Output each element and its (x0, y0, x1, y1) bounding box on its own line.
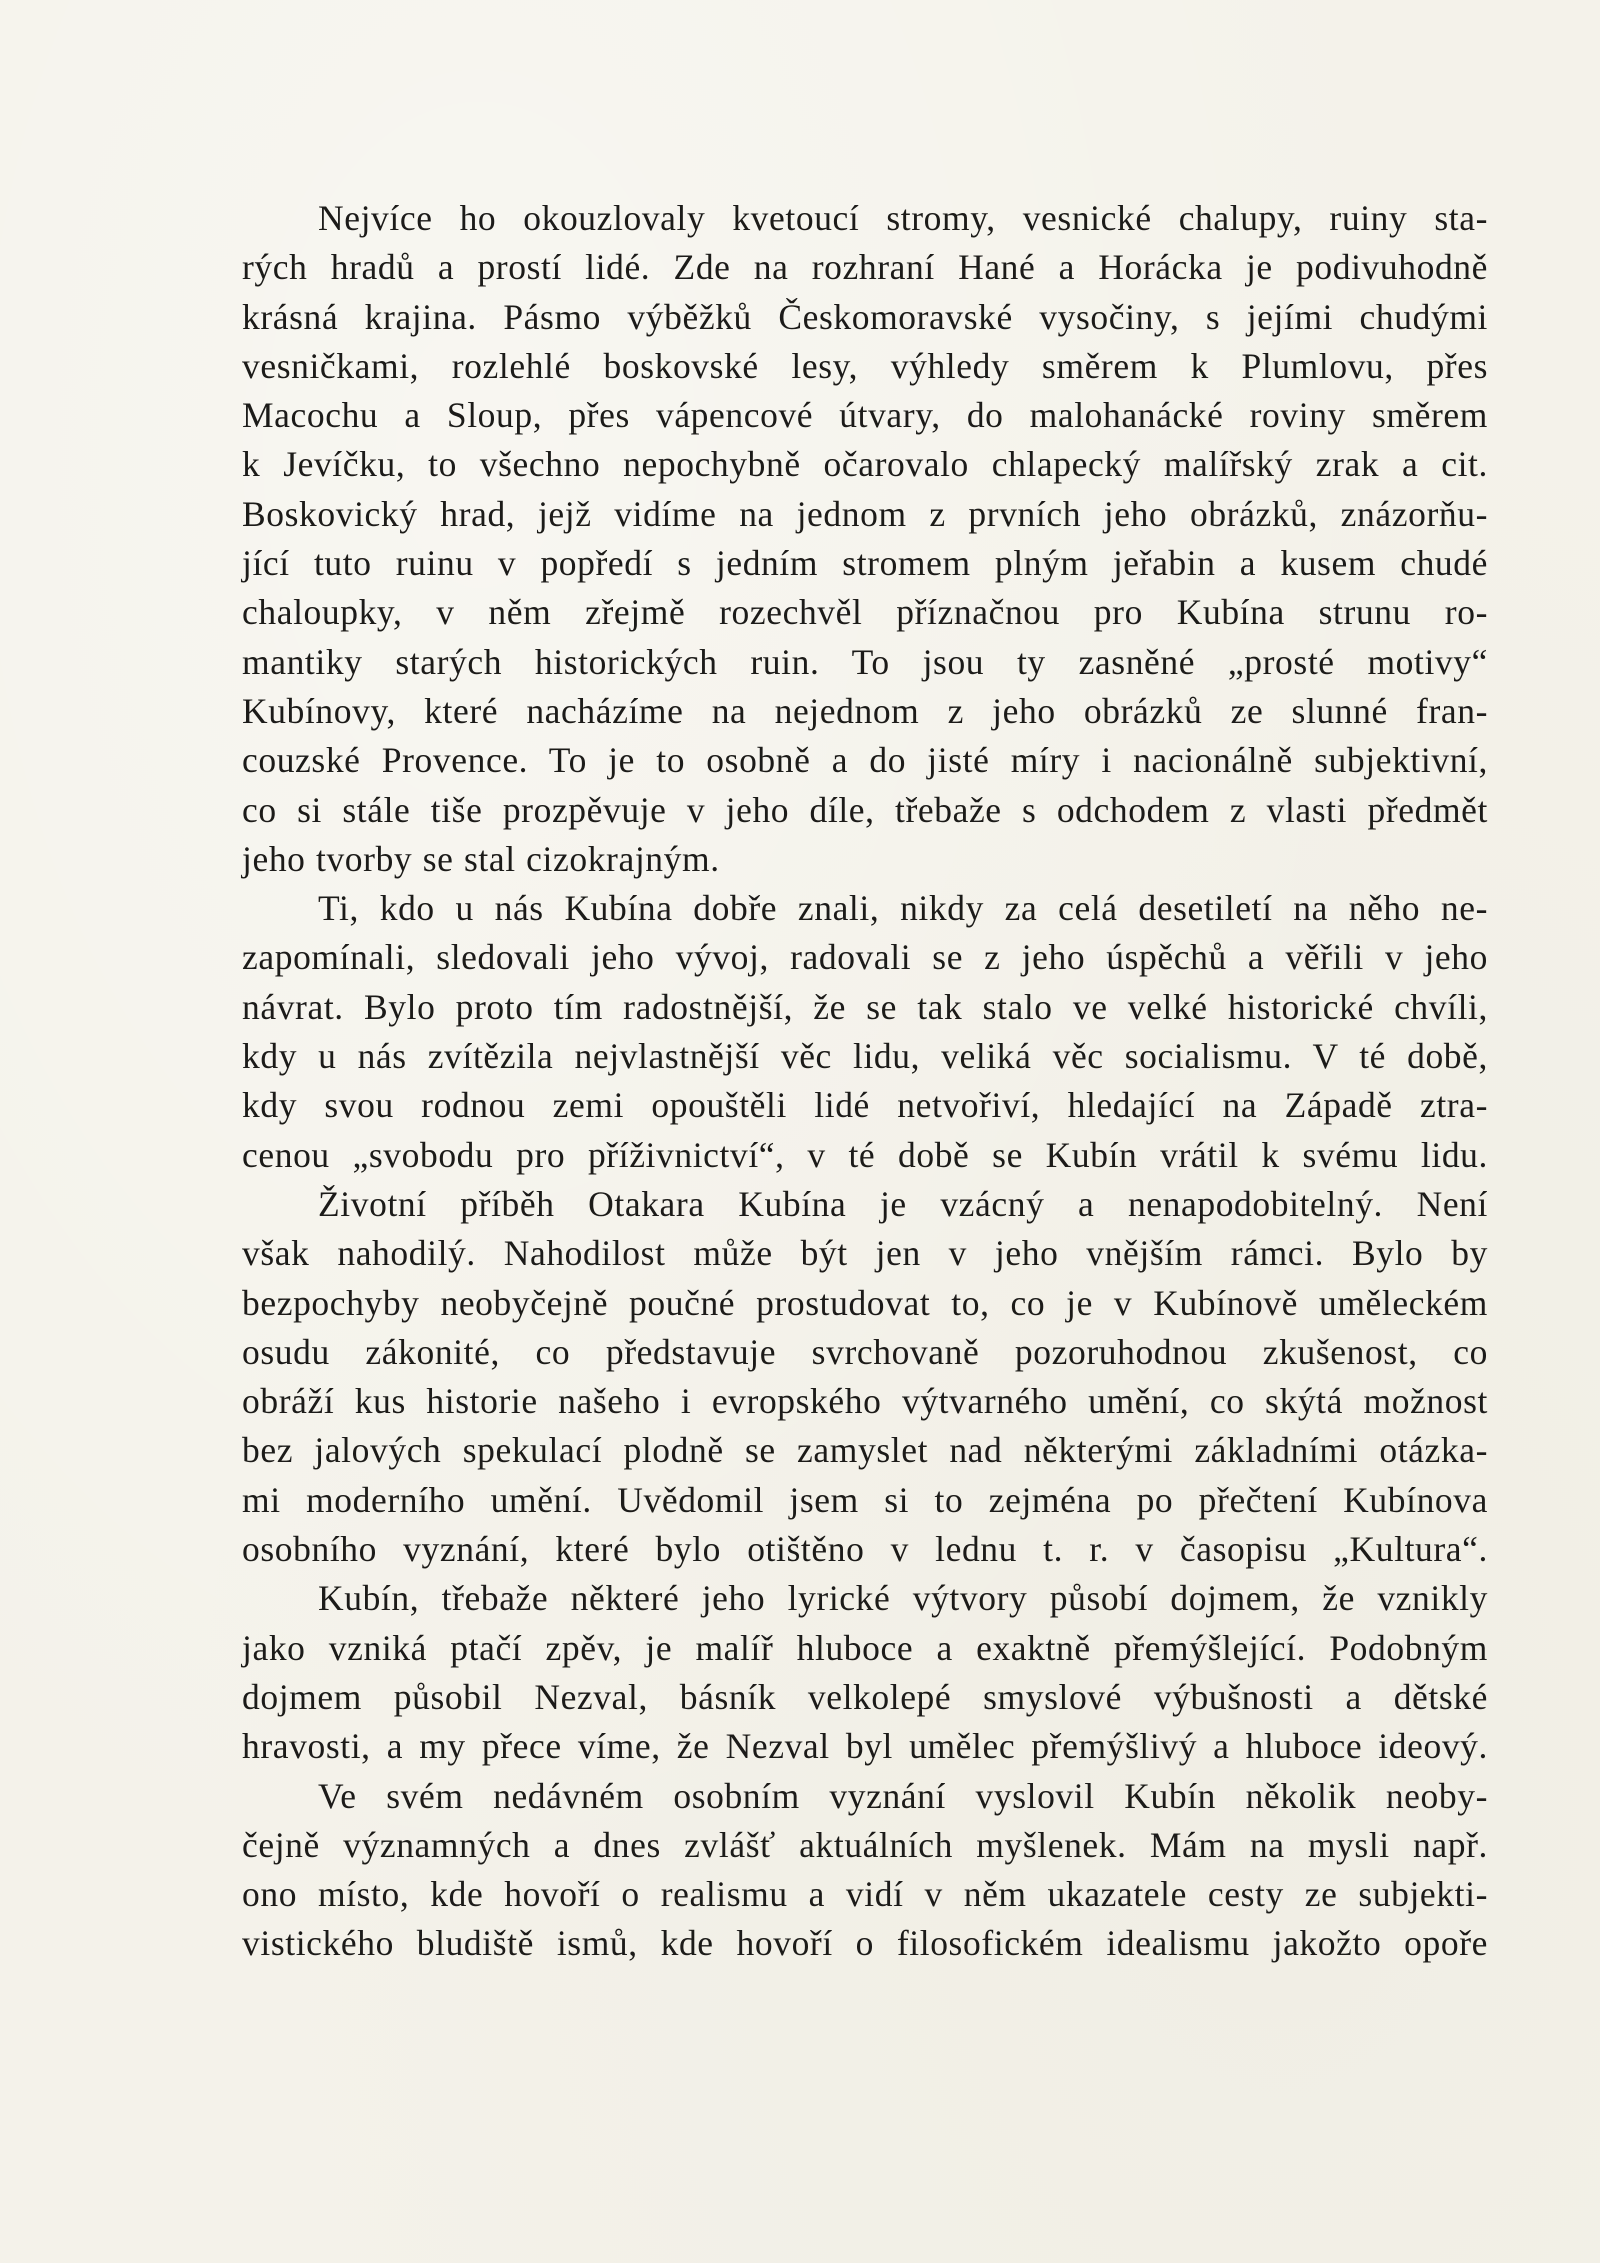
text-line: rých hradů a prostí lidé. Zde na rozhraní Hané a Horácka je podivuhodně (242, 247, 1488, 288)
text-line: osobního vyznání, které bylo otištěno v lednu t. r. v časopisu „Kultura“. (242, 1529, 1488, 1570)
text-line: návrat. Bylo proto tím radostnější, že se tak stalo ve velké historické chvíli, (242, 986, 1488, 1027)
text-line: krásná krajina. Pásmo výběžků Českomoravské vysočiny, s jejími chudými (242, 296, 1488, 337)
text-line: kdy u nás zvítězila nejvlastnější věc lidu, veliká věc socialismu. V té době, (242, 1036, 1488, 1077)
text-line: vesničkami, rozlehlé boskovské lesy, výhledy směrem k Plumlovu, přes (242, 345, 1488, 386)
paragraph-1 (242, 194, 1488, 884)
text-line: k Jevíčku, to všechno nepochybně očarovalo chlapecký malířský zrak a cit. (242, 444, 1488, 485)
body-text (242, 194, 1488, 1969)
text-line: Kubín, třebaže některé jeho lyrické výtvory působí dojmem, že vznikly (318, 1578, 1488, 1619)
text-line: Životní příběh Otakara Kubína je vzácný a nenapodobitelný. Není (318, 1183, 1488, 1224)
paragraph-5 (242, 1772, 1488, 1969)
text-line: Ti, kdo u nás Kubína dobře znali, nikdy za celá desetiletí na něho ne- (318, 888, 1488, 929)
text-line: zapomínali, sledovali jeho vývoj, radovali se z jeho úspěchů a věřili v jeho (242, 937, 1488, 978)
text-line: osudu zákonité, co představuje svrchovaně pozoruhodnou zkušenost, co (242, 1331, 1488, 1372)
text-line: čejně významných a dnes zvlášť aktuálních myšlenek. Mám na mysli např. (242, 1824, 1488, 1865)
text-line: bezpochyby neobyčejně poučné prostudovat to, co je v Kubínově uměleckém (242, 1282, 1488, 1323)
text-line: Macochu a Sloup, přes vápencové útvary, do malohanácké roviny směrem (242, 395, 1488, 436)
text-line: hravosti, a my přece víme, že Nezval byl umělec přemýšlivý a hluboce ideový. (242, 1726, 1488, 1767)
text-line: couzské Provence. To je to osobně a do jisté míry i nacionálně subjektivní, (242, 740, 1488, 781)
text-line: obráží kus historie našeho i evropského výtvarného umění, co skýtá možnost (242, 1381, 1488, 1422)
text-line: Nejvíce ho okouzlovaly kvetoucí stromy, vesnické chalupy, ruiny sta- (318, 198, 1488, 238)
text-line: ono místo, kde hovoří o realismu a vidí v něm ukazatele cesty ze subjekti- (242, 1874, 1488, 1915)
text-line: však nahodilý. Nahodilost může být jen v jeho vnějším rámci. Bylo by (242, 1233, 1488, 1274)
paragraph-3 (242, 1180, 1488, 1574)
paragraph-2 (242, 884, 1488, 1180)
text-line: Kubínovy, které nacházíme na nejednom z jeho obrázků ze slunné fran- (242, 690, 1488, 731)
text-line: jeho tvorby se stal cizokrajným. (242, 838, 720, 879)
text-line: chaloupky, v něm zřejmě rozechvěl příznačnou pro Kubína strunu ro- (242, 592, 1488, 633)
text-line: co si stále tiše prozpěvuje v jeho díle, třebaže s odchodem z vlasti předmět (242, 789, 1488, 830)
text-line: mi moderního umění. Uvědomil jsem si to zejména po přečtení Kubínova (242, 1479, 1488, 1520)
text-line: kdy svou rodnou zemi opouštěli lidé netvořiví, hledající na Západě ztra- (242, 1085, 1488, 1126)
text-line: mantiky starých historických ruin. To jsou ty zasněné „prosté motivy“ (242, 641, 1488, 682)
text-line: dojmem působil Nezval, básník velkolepé smyslové výbušnosti a dětské (242, 1676, 1488, 1717)
text-line: vistického bludiště ismů, kde hovoří o filosofickém idealismu jakožto opoře (242, 1923, 1488, 1964)
text-line: cenou „svobodu pro příživnictví“, v té době se Kubín vrátil k svému lidu. (242, 1134, 1488, 1175)
text-line: bez jalových spekulací plodně se zamyslet nad některými základními otázka- (242, 1430, 1488, 1471)
paragraph-4 (242, 1574, 1488, 1771)
text-line: Boskovický hrad, jejž vidíme na jednom z prvních jeho obrázků, znázorňu- (242, 493, 1488, 534)
text-line: jako vzniká ptačí zpěv, je malíř hluboce a exaktně přemýšlející. Podobným (242, 1627, 1488, 1668)
text-line: Ve svém nedávném osobním vyznání vyslovil Kubín několik neoby- (318, 1775, 1488, 1816)
text-line: jící tuto ruinu v popředí s jedním stromem plným jeřabin a kusem chudé (242, 543, 1488, 584)
